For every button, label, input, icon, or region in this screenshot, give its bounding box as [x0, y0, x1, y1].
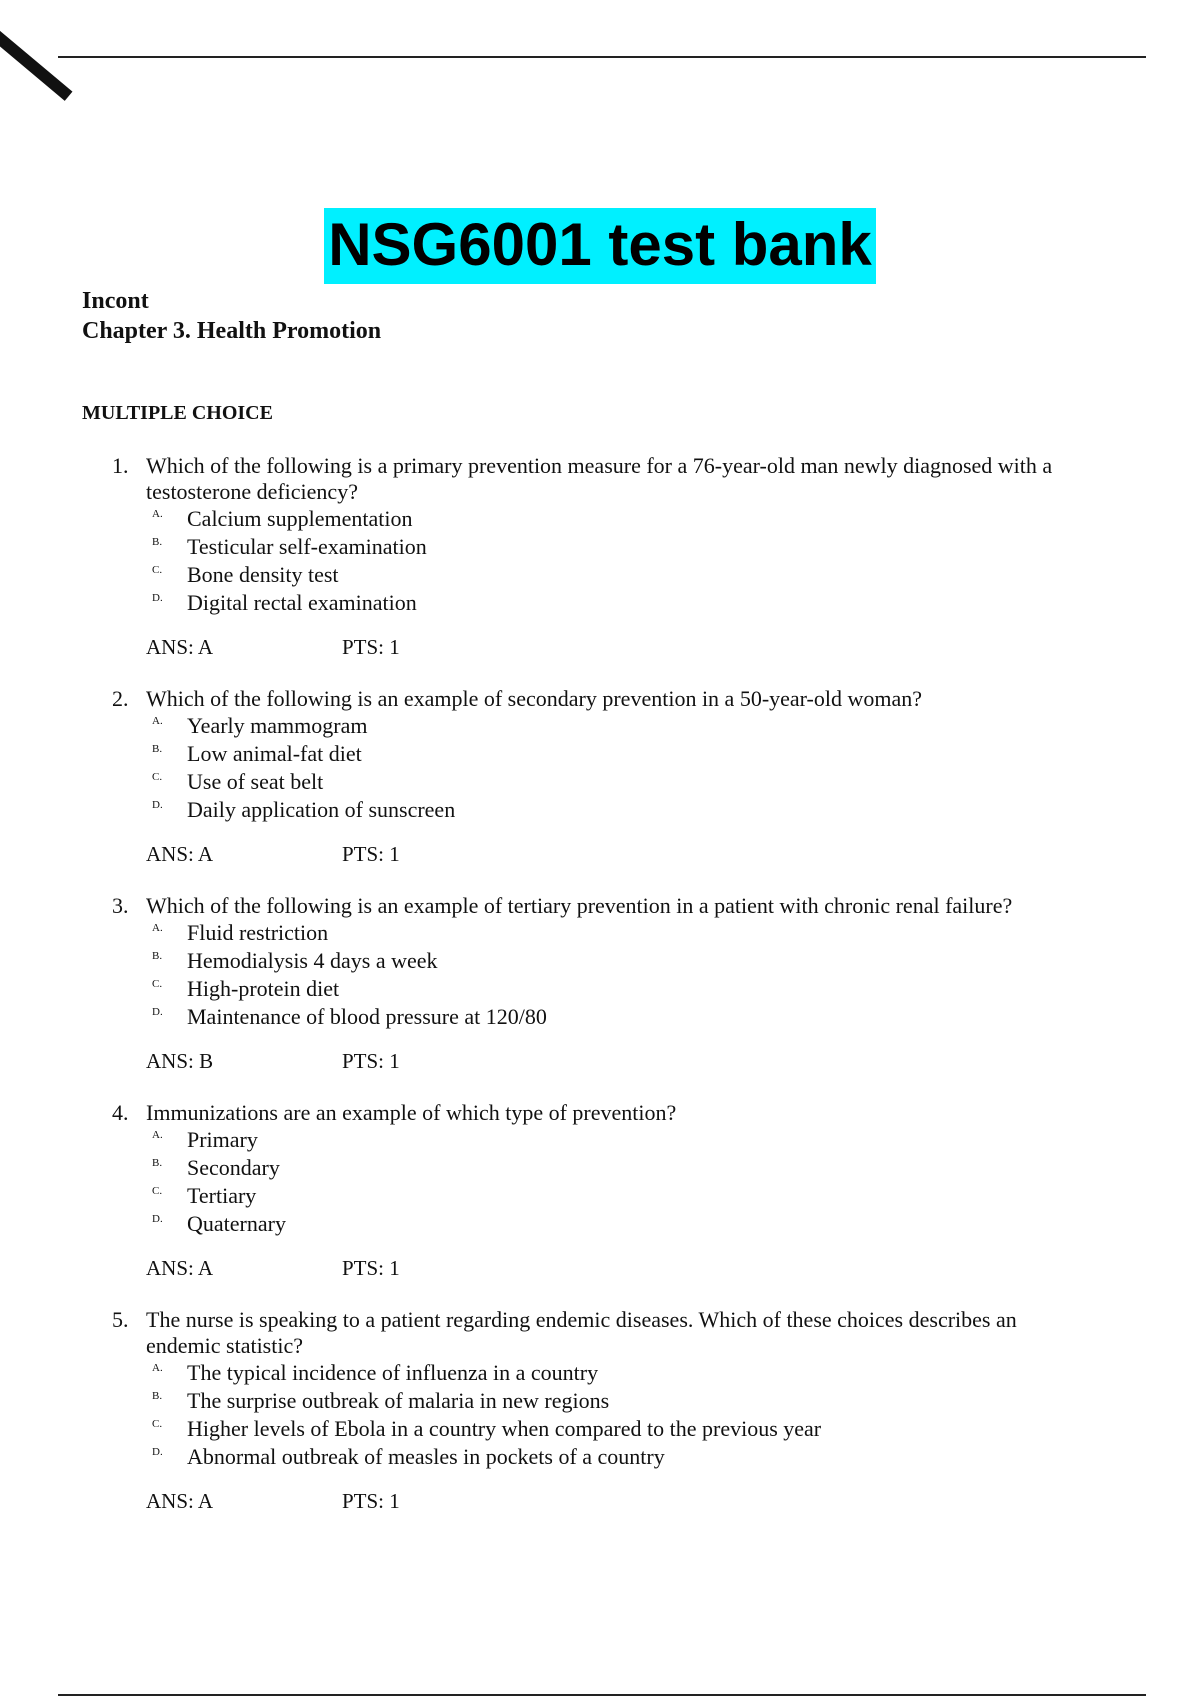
- footer-rule: [58, 1694, 1146, 1696]
- option-letter: B.: [152, 950, 163, 962]
- answer-option: [0, 561, 1200, 589]
- option-letter: A.: [152, 922, 163, 934]
- answer-option: [0, 796, 1200, 824]
- question-number: 2.: [112, 686, 129, 711]
- answer-option: [0, 1126, 1200, 1154]
- corner-slash-mark: [0, 27, 72, 100]
- course-label: Incont: [82, 288, 149, 314]
- option-text: Maintenance of blood pressure at 120/80: [187, 1004, 547, 1029]
- option-text: The typical incidence of influenza in a country: [187, 1360, 599, 1385]
- option-letter: D.: [152, 1446, 163, 1458]
- answer-key: ANS: A: [146, 1489, 214, 1513]
- option-text: Low animal-fat diet: [187, 741, 362, 766]
- option-text: The surprise outbreak of malaria in new regions: [187, 1388, 610, 1413]
- option-letter: D.: [152, 1213, 163, 1225]
- option-letter: C.: [152, 771, 163, 783]
- answer-key: ANS: A: [146, 1256, 214, 1280]
- points-value: PTS: 1: [342, 842, 400, 866]
- question-block: [0, 686, 1200, 868]
- question-block: [0, 893, 1200, 1075]
- question-block: [0, 1307, 1200, 1515]
- answer-option: [0, 740, 1200, 768]
- option-text: Primary: [187, 1127, 258, 1152]
- answer-option: [0, 1210, 1200, 1238]
- chapter-title: Chapter 3. Health Promotion: [82, 318, 382, 344]
- option-letter: C.: [152, 1418, 163, 1430]
- answer-row: [0, 1254, 1200, 1282]
- answer-row: [0, 633, 1200, 661]
- answer-option: [0, 947, 1200, 975]
- option-text: Quaternary: [187, 1211, 286, 1236]
- answer-row: [0, 840, 1200, 868]
- option-text: Tertiary: [187, 1183, 257, 1208]
- answer-options: [0, 919, 1200, 1031]
- option-text: Fluid restriction: [187, 920, 329, 945]
- question-number: 1.: [112, 453, 129, 478]
- answer-option: [0, 1415, 1200, 1443]
- answer-option: [0, 1359, 1200, 1387]
- answer-option: [0, 1182, 1200, 1210]
- option-text: Bone density test: [187, 562, 339, 587]
- answer-row: [0, 1047, 1200, 1075]
- answer-key: ANS: A: [146, 842, 214, 866]
- question-text: The nurse is speaking to a patient regarding endemic diseases. Which of these choices describes an endemic statistic?: [146, 1307, 1017, 1358]
- answer-options: [0, 505, 1200, 617]
- option-text: Higher levels of Ebola in a country when compared to the previous year: [187, 1416, 822, 1441]
- answer-option: [0, 712, 1200, 740]
- answer-option: [0, 1443, 1200, 1471]
- option-text: High-protein diet: [187, 976, 340, 1001]
- answer-options: [0, 1359, 1200, 1471]
- question-list: [0, 453, 1200, 1540]
- option-letter: C.: [152, 978, 163, 990]
- option-letter: D.: [152, 592, 163, 604]
- points-value: PTS: 1: [342, 635, 400, 659]
- option-letter: C.: [152, 564, 163, 576]
- option-text: Daily application of sunscreen: [187, 797, 456, 822]
- option-text: Hemodialysis 4 days a week: [187, 948, 438, 973]
- question-number: 4.: [112, 1100, 129, 1125]
- answer-option: [0, 589, 1200, 617]
- section-heading: MULTIPLE CHOICE: [82, 402, 273, 424]
- answer-option: [0, 533, 1200, 561]
- question-block: [0, 1100, 1200, 1282]
- option-letter: A.: [152, 1362, 163, 1374]
- option-text: Abnormal outbreak of measles in pockets of a country: [187, 1444, 665, 1469]
- option-text: Testicular self-examination: [187, 534, 427, 559]
- points-value: PTS: 1: [342, 1489, 400, 1513]
- question-text: Immunizations are an example of which type of prevention?: [146, 1100, 677, 1125]
- answer-key: ANS: A: [146, 635, 214, 659]
- answer-options: [0, 1126, 1200, 1238]
- answer-option: [0, 768, 1200, 796]
- question-text: Which of the following is an example of tertiary prevention in a patient with chronic renal failure?: [146, 893, 1013, 918]
- option-letter: B.: [152, 536, 163, 548]
- option-letter: D.: [152, 1006, 163, 1018]
- answer-option: [0, 1003, 1200, 1031]
- answer-option: [0, 975, 1200, 1003]
- question-number: 3.: [112, 893, 129, 918]
- option-letter: A.: [152, 508, 163, 520]
- points-value: PTS: 1: [342, 1256, 400, 1280]
- header-rule: [58, 56, 1146, 58]
- answer-option: [0, 1387, 1200, 1415]
- answer-row: [0, 1487, 1200, 1515]
- option-letter: D.: [152, 799, 163, 811]
- answer-option: [0, 919, 1200, 947]
- points-value: PTS: 1: [342, 1049, 400, 1073]
- question-text: Which of the following is an example of secondary prevention in a 50-year-old woman?: [146, 686, 923, 711]
- question-text: Which of the following is a primary prevention measure for a 76-year-old man newly diagnosed with a testosterone deficiency?: [146, 453, 1053, 504]
- answer-option: [0, 1154, 1200, 1182]
- option-text: Digital rectal examination: [187, 590, 417, 615]
- option-text: Use of seat belt: [187, 769, 324, 794]
- answer-key: ANS: B: [146, 1049, 214, 1073]
- answer-option: [0, 505, 1200, 533]
- option-text: Calcium supplementation: [187, 506, 413, 531]
- option-text: Secondary: [187, 1155, 280, 1180]
- question-number: 5.: [112, 1307, 129, 1332]
- page-title: NSG6001 test bank: [324, 208, 876, 284]
- question-block: [0, 453, 1200, 661]
- option-text: Yearly mammogram: [187, 713, 368, 738]
- option-letter: B.: [152, 743, 163, 755]
- option-letter: B.: [152, 1157, 163, 1169]
- option-letter: B.: [152, 1390, 163, 1402]
- answer-options: [0, 712, 1200, 824]
- option-letter: C.: [152, 1185, 163, 1197]
- option-letter: A.: [152, 1129, 163, 1141]
- title-container: [0, 208, 1200, 284]
- option-letter: A.: [152, 715, 163, 727]
